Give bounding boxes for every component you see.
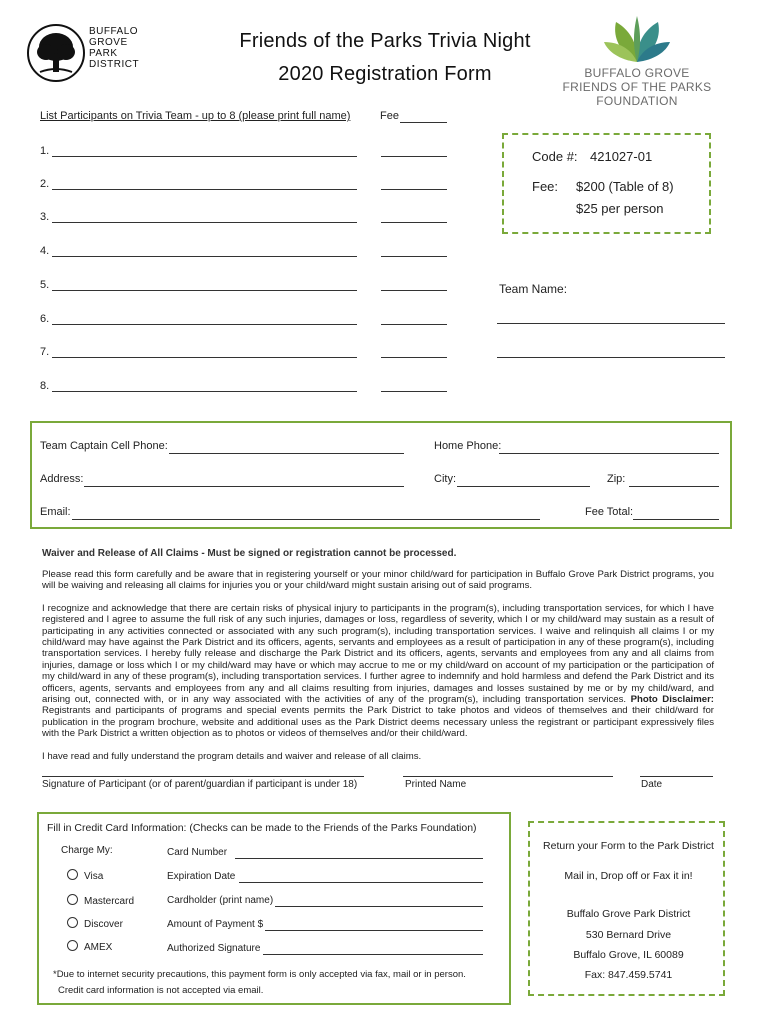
radio-icon[interactable] [67, 894, 78, 905]
participant-fee-field[interactable] [381, 324, 447, 325]
form-title-line1: Friends of the Parks Trivia Night [239, 30, 531, 52]
signature-label: Signature of Participant (or of parent/guardian if participant is under 18) [42, 779, 358, 790]
email-label: Email: [40, 506, 71, 518]
payment-amount-field[interactable] [265, 930, 483, 931]
zip-field[interactable] [629, 486, 719, 487]
participant-number: 2. [40, 178, 50, 190]
participant-name-field[interactable] [52, 222, 357, 223]
participant-number: 7. [40, 346, 50, 358]
participant-name-field[interactable] [52, 290, 357, 291]
captain-phone-label: Team Captain Cell Phone: [40, 440, 168, 452]
card-option-label: AMEX [84, 942, 113, 953]
fee-label: Fee: [532, 179, 559, 194]
logo-text-line: BUFFALO [89, 26, 139, 37]
address-label: Address: [40, 473, 84, 485]
card-number-label: Card Number [167, 847, 228, 858]
card-option-visa[interactable] [67, 869, 103, 882]
fee-person-price: $25 per person [576, 201, 664, 216]
security-note: *Due to internet security precautions, this payment form is only accepted via fax, mail or in person. [53, 969, 466, 980]
foundation-name-line: FOUNDATION [596, 94, 678, 108]
participant-name-field[interactable] [52, 256, 357, 257]
logo-text-line: DISTRICT [89, 59, 140, 70]
participant-name-field[interactable] [52, 391, 357, 392]
fee-table-price: $200 (Table of 8) [576, 179, 674, 194]
participant-fee-field[interactable] [381, 189, 447, 190]
card-option-discover[interactable] [67, 917, 123, 930]
return-city: Buffalo Grove, IL 60089 [573, 949, 684, 961]
leaf-logo-icon [602, 14, 672, 64]
participant-name-field[interactable] [52, 189, 357, 190]
printed-name-label: Printed Name [405, 779, 467, 790]
zip-label: Zip: [607, 473, 626, 485]
expiration-date-field[interactable] [239, 882, 483, 883]
fee-total-field[interactable] [633, 519, 719, 520]
card-number-field[interactable] [235, 858, 483, 859]
tree-seal-icon [26, 22, 86, 84]
participant-number: 4. [40, 245, 50, 257]
return-info-box [528, 821, 725, 996]
participant-name-field[interactable] [52, 357, 357, 358]
address-field[interactable] [84, 486, 404, 487]
code-value: 421027-01 [590, 149, 653, 164]
fee-heading: Fee [380, 110, 399, 122]
participant-number: 5. [40, 279, 50, 291]
card-option-label: Visa [84, 871, 104, 882]
code-fee-box [502, 133, 711, 234]
participants-heading: List Participants on Trivia Team - up to 8 (please print full name) [40, 110, 351, 122]
card-option-label: Discover [84, 919, 123, 930]
waiver-paragraph-2 [42, 603, 714, 740]
city-field[interactable] [457, 486, 590, 487]
charge-my-label: Charge My: [61, 845, 113, 856]
home-phone-field[interactable] [499, 453, 719, 454]
photo-disclaimer-text: Registrants and participants of programs and special events permits the Park District to take photos and videos of themselves and their child/ward for publication in the program brochure, website and additional uses as the Park District deems necessary unless the registrant or participant expressively files with the Park District a written objection as to photos or videos of themselves and/or their child/ward. [42, 705, 714, 740]
waiver-heading: Waiver and Release of All Claims - Must be signed or registration cannot be processed. [42, 548, 457, 559]
return-street: 530 Bernard Drive [585, 929, 672, 941]
team-name-field-2[interactable] [497, 357, 725, 358]
waiver-paragraph-1: Please read this form carefully and be aware that in registering yourself or your minor child/ward for participation in Buffalo Grove Park District programs, you will be waiving and releasing all claims for injuries you or your child/ward might sustain arising out of said programs. [42, 569, 714, 592]
waiver-release-text: I recognize and acknowledge that there are certain risks of physical injury to participants in the program(s), including transportation services, for which I have registered and I agree to assume the full risk of any such injuries, damages or loss, regardless of severity, which I or my child/ward may sustain as a result of participating in any activities connected or associated with any such program(s), including transportation services. I waive and relinquish all claims I or my child/ward may have against the Park District and its officers, agents, servants and employees as a result of participation in any of these program(s), including transportation services. I hereby fully release and discharge the Park District and its officers, agents, servants and employees from any and all claims from injuries, damage or loss which I or my child/ward may have or which may accrue to me or my child/ward on account of my participation or the participation of my child/ward in any of these program(s), including transportation services. I further agree to indemnify and hold harmless and defend the Park District and its officers, agents, servants and employees from any and all claims resulting from injuries, damages and losses sustained by me or by my child/ward, and arising out, connected with, or in any way associated with the activities of any of the program(s), including transportation services. [42, 602, 714, 706]
card-option-amex[interactable] [67, 940, 112, 953]
home-phone-label: Home Phone: [434, 440, 502, 452]
card-option-mastercard[interactable] [67, 894, 134, 907]
cardholder-label: Cardholder (print name) [167, 895, 274, 906]
printed-name-field[interactable] [403, 776, 613, 777]
participant-number: 3. [40, 211, 50, 223]
captain-phone-field[interactable] [169, 453, 404, 454]
cardholder-field[interactable] [275, 906, 483, 907]
waiver-section [42, 569, 714, 762]
return-instruction: Return your Form to the Park District [543, 840, 714, 852]
expiration-date-label: Expiration Date [167, 871, 236, 882]
form-title-line2: 2020 Registration Form [278, 63, 492, 85]
team-name-field[interactable] [497, 323, 725, 324]
card-option-label: Mastercard [84, 896, 135, 907]
participant-number: 6. [40, 313, 50, 325]
foundation-name-line: BUFFALO GROVE [584, 66, 690, 80]
credit-card-heading: Fill in Credit Card Information: (Checks can be made to the Friends of the Parks Foundation) [47, 822, 477, 834]
participant-number: 8. [40, 380, 50, 392]
participant-fee-field[interactable] [381, 156, 447, 157]
return-org-name: Buffalo Grove Park District [566, 908, 691, 920]
fee-total-label: Fee Total: [585, 506, 634, 518]
logo-text-line: PARK [89, 48, 118, 59]
radio-icon[interactable] [67, 869, 78, 880]
signature-field[interactable] [42, 776, 364, 777]
participant-fee-field[interactable] [381, 222, 447, 223]
date-field[interactable] [640, 776, 713, 777]
return-methods: Mail in, Drop off or Fax it in! [564, 870, 693, 882]
logo-text-line: GROVE [89, 37, 128, 48]
contact-info-box [30, 421, 732, 529]
return-fax: Fax: 847.459.5741 [584, 969, 673, 981]
date-label: Date [641, 779, 663, 790]
participant-number: 1. [40, 145, 50, 157]
authorized-signature-field[interactable] [263, 954, 483, 955]
team-name-label: Team Name: [499, 282, 568, 296]
city-label: City: [434, 473, 456, 485]
photo-disclaimer-label: Photo Disclaimer: [630, 694, 714, 706]
code-label: Code #: [532, 149, 578, 164]
participant-fee-field[interactable] [381, 391, 447, 392]
participant-fee-field[interactable] [381, 357, 447, 358]
foundation-name-line: FRIENDS OF THE PARKS [562, 80, 712, 94]
participant-name-field[interactable] [52, 156, 357, 157]
authorized-signature-label: Authorized Signature [167, 943, 261, 954]
participant-fee-field[interactable] [381, 290, 447, 291]
park-district-logo [26, 22, 140, 88]
participant-name-field[interactable] [52, 324, 357, 325]
email-field[interactable] [72, 519, 540, 520]
participant-fee-field[interactable] [381, 256, 447, 257]
foundation-logo [552, 14, 722, 114]
fee-heading-line [400, 122, 447, 123]
waiver-paragraph-3: I have read and fully understand the program details and waiver and release of all claims. [42, 750, 422, 762]
email-not-accepted-note: Credit card information is not accepted via email. [58, 985, 264, 996]
credit-card-box [37, 812, 511, 1005]
radio-icon[interactable] [67, 940, 78, 951]
payment-amount-label: Amount of Payment $ [167, 919, 264, 930]
radio-icon[interactable] [67, 917, 78, 928]
